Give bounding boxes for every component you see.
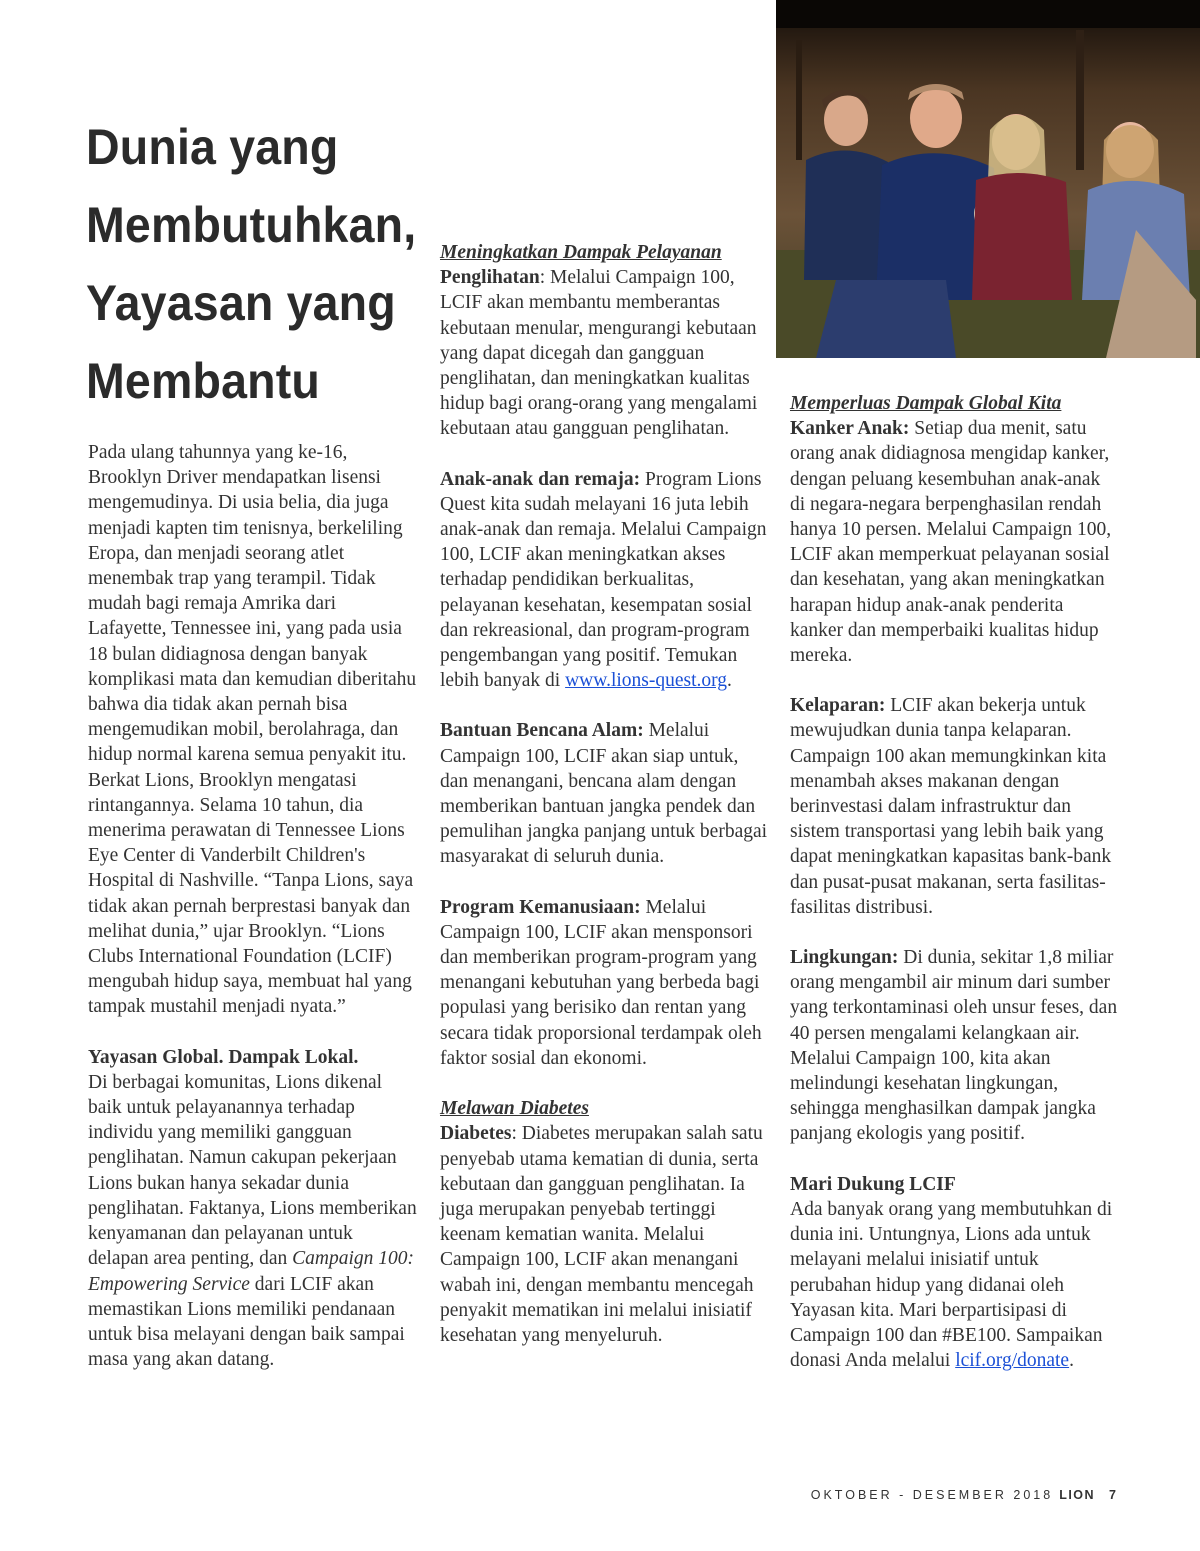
- article-column-2: [440, 240, 770, 1348]
- diabetes-paragraph: Diabetes: Diabetes merupakan salah satu penyebab utama kematian di dunia, serta kebutaan dan gangguan penglihatan. Ia juga merupakan penyebab tertinggi keenam kematian wanita. Melalui Campaign 100, LCIF akan menangani wabah ini, dengan membantu mencegah penyakit mematikan ini melalui inisiatif kesehatan yang menyeluruh.: [440, 1123, 763, 1346]
- brooklyn-paragraph: Berkat Lions, Brooklyn mengatasi rintangannya. Selama 10 tahun, dia menerima perawatan di Tennessee Lions Eye Center di Vanderbilt Children's Hospital di Nashville. “Tanpa Lions, saya tidak akan pernah berprestasi banyak dan melihat dunia,” ujar Brooklyn. “Lions Clubs International Foundation (LCIF) mengubah hidup saya, membuat hal yang tampak mustahil menjadi nyata.”: [88, 769, 414, 1018]
- hunger-paragraph: Kelaparan: LCIF akan bekerja untuk mewujudkan dunia tanpa kelaparan. Campaign 100 akan memungkinkan kita menambah akses makanan dengan berinvestasi dalam infrastruktur dan sistem transportasi yang lebih baik yang dapat meningkatkan kapasitas bank-bank dan pusat-pusat makanan, serta fasilitas-fasilitas distribusi.: [790, 695, 1112, 918]
- disaster-paragraph: Bantuan Bencana Alam: Melalui Campaign 100, LCIF akan siap untuk, dan menangani, bencana alam dengan memberikan bantuan jangka pendek dan pemulihan jangka panjang untuk berbagai masyarakat di seluruh dunia.: [440, 720, 768, 868]
- section-heading-global: Yayasan Global. Dampak Lokal.: [88, 1046, 359, 1068]
- issue-date: OKTOBER - DESEMBER 2018: [810, 1488, 1054, 1502]
- section-heading-service-impact: Meningkatkan Dampak Pelayanan: [440, 242, 722, 263]
- family-photo: [776, 0, 1200, 358]
- campaign-paragraph: Di berbagai komunitas, Lions dikenal baik untuk pelayanannya terhadap individu yang memiliki gangguan penglihatan. Namun cakupan pekerjaan Lions bukan hanya sekadar dunia penglihatan. Faktanya, Lions memberikan kenyamanan dan pelayanan untuk delapan area penting, dan Campaign 100: Empowering Service dari LCIF akan memastikan Lions memiliki pendanaan untuk bisa melayani dengan baik sampai masa yang akan datang.: [88, 1071, 417, 1371]
- section-heading-diabetes: Melawan Diabetes: [440, 1098, 589, 1120]
- article-column-1: [88, 440, 418, 1372]
- page-title: Dunia yang Membutuhkan, Yayasan yang Membantu: [86, 119, 417, 409]
- environment-paragraph: Lingkungan: Di dunia, sekitar 1,8 miliar orang mengambil air minum dari sumber yang terkontaminasi oleh unsur feses, dan 40 persen mengalami kelangkaan air. Melalui Campaign 100, kita akan melindungi kesehatan lingkungan, sehingga menghasilkan dampak jangka panjang ekologis yang positif.: [790, 947, 1118, 1145]
- vision-paragraph: Penglihatan: Melalui Campaign 100, LCIF akan membantu memberantas kebutaan menular, mengurangi kebutaan yang dapat dicegah dan gangguan penglihatan, dan meningkatkan kualitas hidup bagi orang-orang yang mengalami kebutaan atau gangguan penglihatan.: [440, 267, 758, 440]
- campaign-title: Campaign 100: Empowering Service: [88, 1248, 414, 1295]
- magazine-name: LION: [1059, 1488, 1096, 1502]
- article-column-3: [790, 391, 1120, 1373]
- page-number: 7: [1109, 1488, 1116, 1502]
- humanitarian-paragraph: Program Kemanusiaan: Melalui Campaign 100, LCIF akan mensponsori dan memberikan program-program yang menangani kebutuhan yang berbeda bagi populasi yang berisiko dan rentan yang secara tidak proporsional terdampak oleh faktor sosial dan ekonomi.: [440, 896, 762, 1069]
- lions-quest-link[interactable]: www.lions-quest.org: [565, 670, 728, 692]
- section-heading-support: Mari Dukung LCIF: [790, 1173, 956, 1195]
- intro-paragraph: Pada ulang tahunnya yang ke-16, Brooklyn Driver mendapatkan lisensi mengemudinya. Di usia belia, dia juga menjadi kapten tim tenisnya, berkeliling Eropa, dan menjadi seorang atlet menembak trap yang terampil. Tidak mudah bagi remaja Amrika dari Lafayette, Tennessee ini, yang pada usia 18 bulan didiagnosa dengan banyak komplikasi mata dan kemudian diberitahu bahwa dia tidak akan pernah bisa mengemudikan mobil, berolahraga, dan hidup normal karena semua penyakit itu.: [88, 442, 417, 766]
- support-paragraph: Ada banyak orang yang membutuhkan di dunia ini. Untungnya, Lions ada untuk melayani melalui inisiatif untuk perubahan hidup yang didanai oleh Yayasan kita. Mari berpartisipasi di Campaign 100 dan #BE100. Sampaikan donasi Anda melalui lcif.org/donate.: [790, 1198, 1113, 1372]
- childhood-cancer-paragraph: Kanker Anak: Setiap dua menit, satu orang anak didiagnosa mengidap kanker, dengan peluang kesembuhan anak-anak di negara-negara berpenghasilan rendah hanya 10 persen. Melalui Campaign 100, LCIF akan memperkuat pelayanan sosial dan kesehatan, yang akan meningkatkan harapan hidup anak-anak penderita kanker dan memperbaiki kualitas hidup mereka.: [790, 418, 1112, 667]
- donate-link[interactable]: lcif.org/donate: [955, 1350, 1070, 1372]
- youth-paragraph: Anak-anak dan remaja: Program Lions Quest kita sudah melayani 16 juta lebih anak-anak dan remaja. Melalui Campaign 100, LCIF akan meningkatkan akses terhadap pendidikan berkualitas, pelayanan kesehatan, kesempatan sosial dan rekreasional, dan program-program pengembangan yang positif. Temukan lebih banyak di www.lions-quest.org.: [440, 468, 767, 692]
- page-footer: [811, 1488, 1116, 1502]
- section-heading-global-impact: Memperluas Dampak Global Kita: [790, 393, 1062, 414]
